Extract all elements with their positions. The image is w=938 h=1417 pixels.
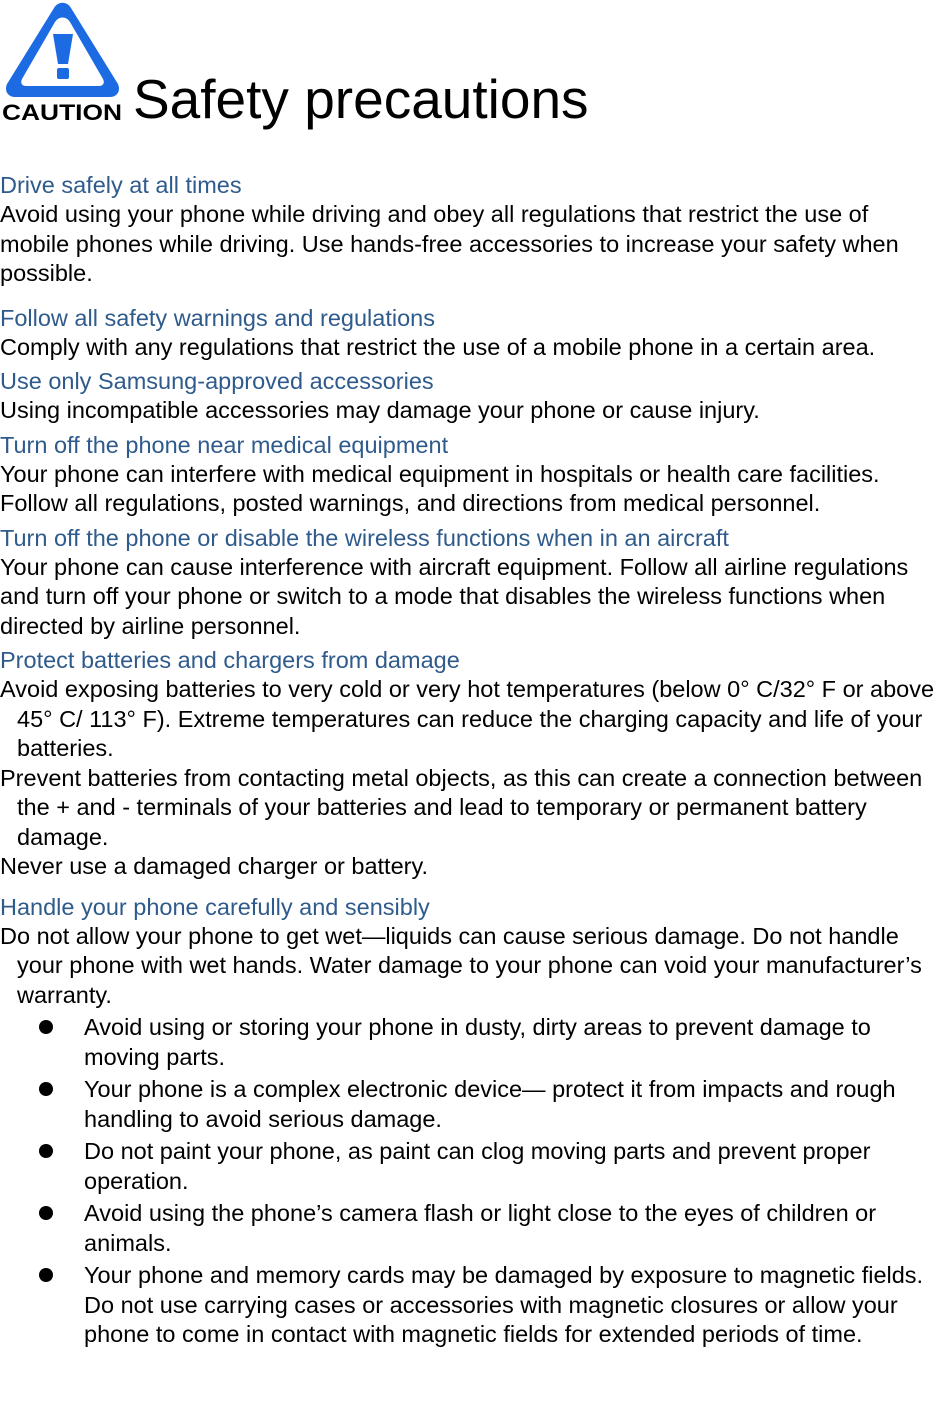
section-heading: Handle your phone carefully and sensibly [0,893,430,920]
paragraph: Do not allow your phone to get wet—liquids can cause serious damage. Do not handle your phone with wet hands. Water damage to your phone can void your manufacturer’s warranty. [0,922,922,1008]
paragraph: Never use a damaged charger or battery. [0,853,429,879]
document-body [0,170,938,1350]
bullet-icon [39,1206,53,1220]
list-item [0,1261,938,1350]
section-approved-accessories [0,366,938,426]
paragraph: Your phone can interfere with medical equipment in hospitals or health care facilities. Follow all regulations, posted warnings, and directions from medical personnel. [0,460,880,516]
section-heading: Use only Samsung-approved accessories [0,368,434,394]
paragraph: Prevent batteries from contacting metal objects, as this can create a connection between the + and - terminals of your batteries and lead to temporary or permanent battery damage. [0,764,923,850]
list-item-text: Avoid using or storing your phone in dusty, dirty areas to prevent damage to moving parts. [84,1014,871,1070]
list-item-text: Your phone and memory cards may be damaged by exposure to magnetic fields. Do not use carrying cases or accessories with magnetic closures or allow your phone to come in contact with magnetic fields for extended periods of time. [84,1262,924,1347]
list-item-text: Do not paint your phone, as paint can clog moving parts and prevent proper operation. [84,1138,871,1194]
caution-icon [0,2,124,122]
list-item [0,1075,938,1134]
section-heading: Drive safely at all times [0,172,242,198]
bullet-list [0,1013,938,1350]
section-medical-equipment [0,430,938,519]
list-item [0,1199,938,1258]
list-item [0,1137,938,1196]
paragraph: Avoid using your phone while driving and obey all regulations that restrict the use of mobile phones while driving. Use hands-free accessories to increase your safety when possible. [0,201,899,286]
page-title: Safety precautions [133,68,589,130]
paragraph: Using incompatible accessories may damage your phone or cause injury. [0,397,760,423]
caution-label: CAUTION [2,100,123,122]
paragraph: Avoid exposing batteries to very cold or very hot temperatures (below 0° C/32° F or above 45° C/ 113° F). Extreme temperatures can reduce the charging capacity and life of your batteries. [0,676,935,761]
list-item-text: Your phone is a complex electronic device— protect it from impacts and rough handling to avoid serious damage. [84,1076,896,1132]
bullet-icon [39,1144,53,1158]
section-drive-safely [0,170,938,289]
section-heading: Turn off the phone or disable the wireless functions when in an aircraft [0,524,729,551]
bullet-icon [39,1268,53,1282]
section-heading: Protect batteries and chargers from damage [0,647,460,673]
section-heading: Follow all safety warnings and regulations [0,304,435,331]
section-safety-warnings [0,303,938,363]
list-item [0,1013,938,1072]
page-header [0,0,938,130]
paragraph: Comply with any regulations that restrict the use of a mobile phone in a certain area. [0,333,876,360]
paragraph: Your phone can cause interference with aircraft equipment. Follow all airline regulations and turn off your phone or switch to a mode that disables the wireless functions when directed by airline personnel. [0,553,909,639]
bullet-icon [39,1082,53,1096]
bullet-icon [39,1020,53,1034]
list-item-text: Avoid using the phone’s camera flash or light close to the eyes of children or animals. [84,1200,877,1256]
section-handle-phone [0,892,938,1350]
section-batteries [0,645,938,882]
section-aircraft [0,523,938,642]
section-heading: Turn off the phone near medical equipment [0,431,449,458]
